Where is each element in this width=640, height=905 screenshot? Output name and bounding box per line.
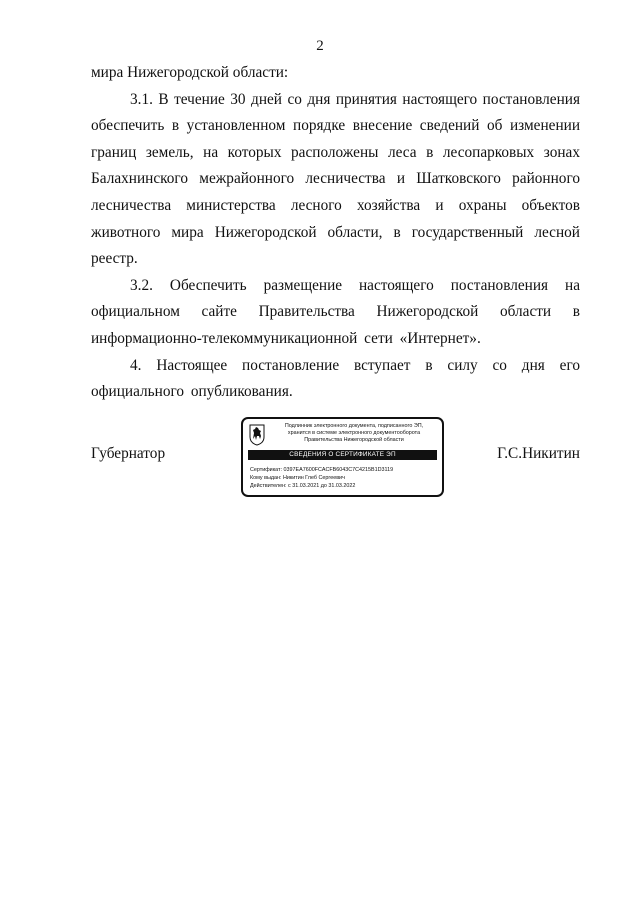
- document-body: [91, 60, 580, 406]
- certificate-serial: Сертификат: 0397EA7600FCACFB6043C7C4215B1D3119: [250, 467, 394, 473]
- stamp-header-line: хранится в системе электронного документооборота: [287, 430, 421, 436]
- page-number: 2: [316, 38, 324, 54]
- signature-block: [91, 417, 580, 501]
- coat-of-arms-icon: [249, 424, 265, 446]
- signatory-title: Губернатор: [91, 445, 166, 462]
- paragraph-3-2: 3.2. Обеспечить размещение настоящего постановления на официальном сайте Правительства Нижегородской области в информационно-телекоммуникационной сети «Интернет».: [91, 276, 580, 347]
- paragraph-3-1: 3.1. В течение 30 дней со дня принятия настоящего постановления обеспечить в установленном порядке внесение сведений об изменении границ земель, на которых расположены леса в лесопарковых зонах Балахнинского межрайонного лесничества и Шатковского районного лесничества министерства лесного хозяйства и охраны объектов животного мира Нижегородской области, в государственный лесной реестр.: [91, 90, 580, 268]
- certificate-validity: Действителен: с 31.03.2021 до 31.03.2022: [250, 483, 356, 489]
- paragraph-4: 4. Настоящее постановление вступает в силу со дня его официального опубликования.: [91, 356, 580, 401]
- signatory-name: Г.С.Никитин: [497, 445, 580, 462]
- paragraph-continuation: мира Нижегородской области:: [91, 64, 289, 81]
- certificate-info-bar: СВЕДЕНИЯ О СЕРТИФИКАТЕ ЭП: [248, 450, 437, 460]
- stamp-header-line: Правительства Нижегородской области: [304, 437, 404, 443]
- stamp-header: [269, 423, 439, 444]
- stamp-header-line: Подлинник электронного документа, подписанного ЭП,: [284, 423, 424, 429]
- certificate-owner: Кому выдан: Никитин Глеб Сергеевич: [250, 475, 345, 481]
- certificate-details: [250, 466, 440, 490]
- electronic-signature-stamp: [241, 417, 444, 497]
